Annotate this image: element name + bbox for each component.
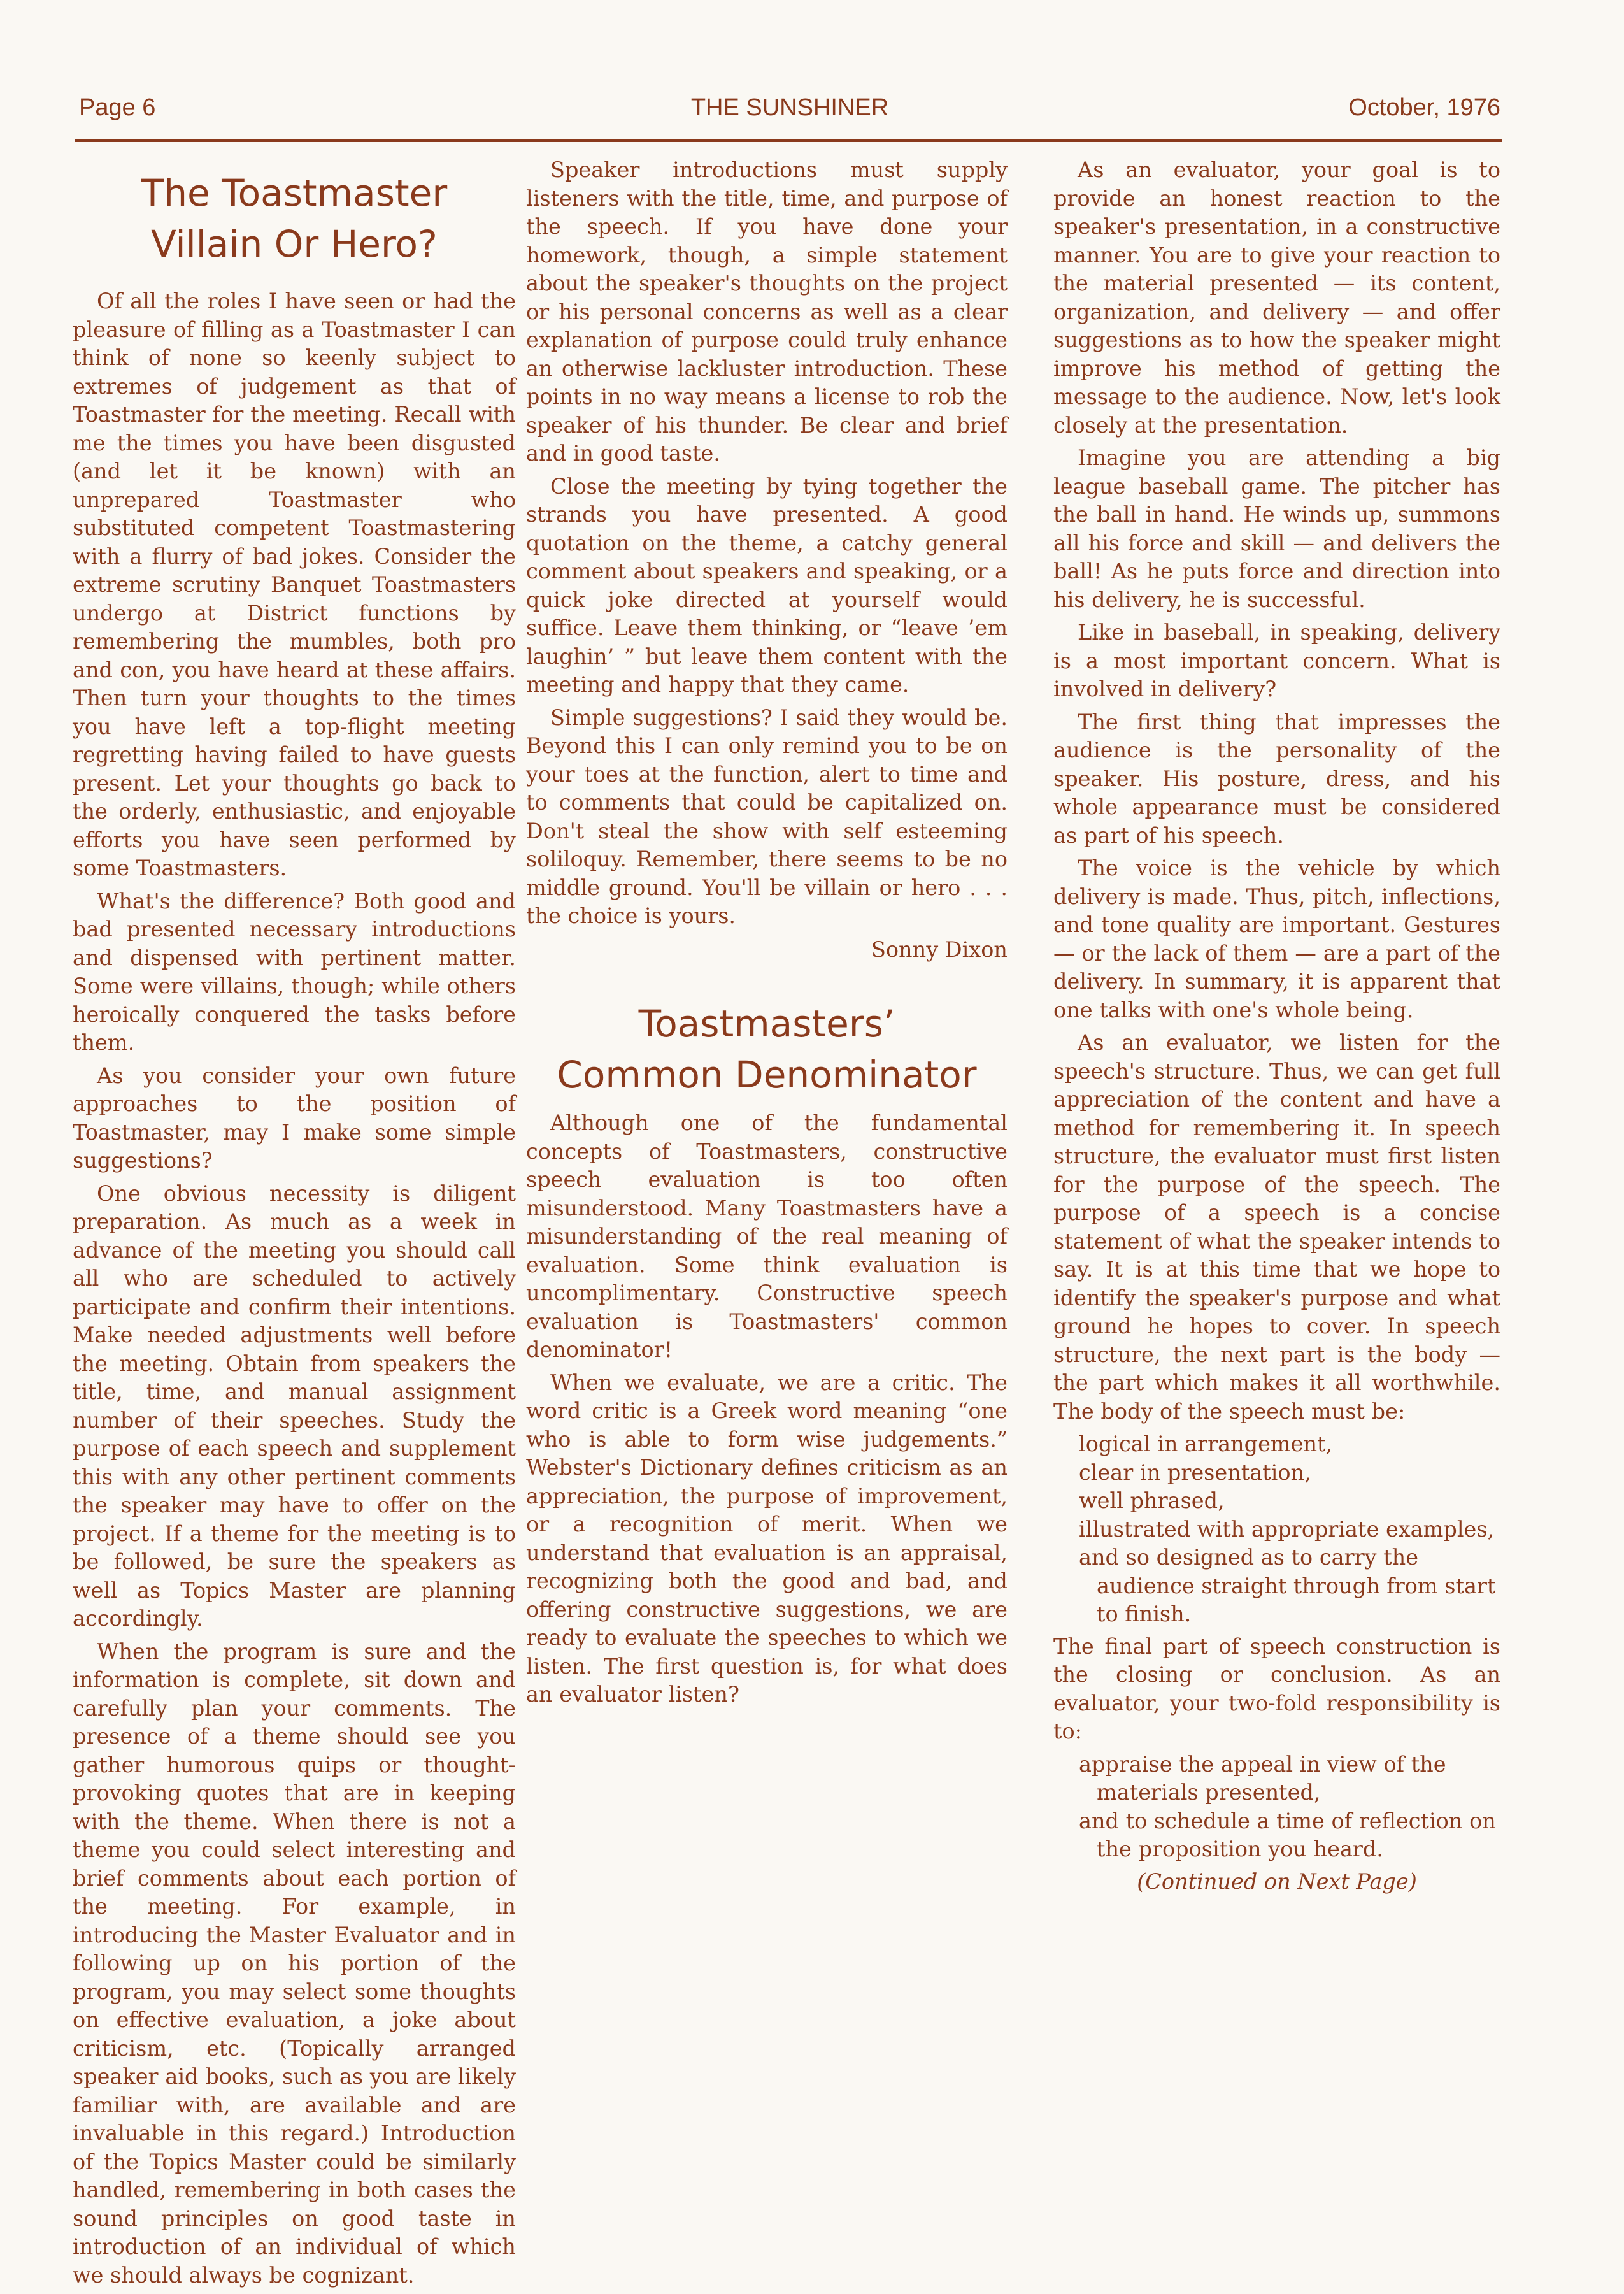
article2-title-line1: Toastmasters’ bbox=[638, 1002, 895, 1045]
list-item: and to schedule a time of reflection on the proposition you heard. bbox=[1079, 1808, 1496, 1861]
article1-title bbox=[73, 168, 516, 269]
article1-paragraph: Close the meeting by tying together the strands you have presented. A good quotation on the theme, a catchy general comment about speakers and speaking, or a quick joke directed at yourself would suffice. Leave them thinking, or “leave ’em laughin’ ” but leave them content with the meeting and happy that they came. bbox=[526, 473, 1008, 697]
page-header bbox=[79, 94, 1500, 133]
page-number: Page 6 bbox=[79, 94, 156, 121]
article1-paragraph: Speaker introductions must supply listeners with the title, time, and purpose of the speech. If you have done your homework, though, a simple statement about the speaker's thoughts on the project or his personal concerns as well as a clear explanation of purpose could truly enhance an otherwise lackluster introduction. These points in no way means a license to rob the speaker of his thunder. Be clear and brief and in good taste. bbox=[526, 157, 1008, 466]
article1-paragraph: When the program is sure and the information is complete, sit down and carefully plan your comments. The presence of a theme should see you gather humorous quips or thought-provoking quotes that are in keeping with the theme. When there is not a theme you could select interesting and brief comments about each portion of the meeting. For example, in introducing the Master Evaluator and in following up on his portion of the program, you may select some thoughts on effective evaluation, a joke about criticism, etc. (Topically arranged speaker aid books, such as you are likely familiar with, are available and are invaluable in this regard.) Introduction of the Topics Master could be similarly handled, remembering in both cases the sound principles on good taste in introduction of an individual of which we should always be cognizant. bbox=[73, 1638, 516, 2288]
list-item: and so designed as to carry the audience straight through from start to finish. bbox=[1079, 1545, 1496, 1626]
article2-paragraph: As an evaluator, we listen for the speech's structure. Thus, we can get full appreciation of the content and have a method for remembering it. In speech structure, the evaluator must first listen for the purpose of the speech. The purpose of a speech is a concise statement of what the speaker intends to say. It is at this time that we hope to identify the speaker's purpose and what ground he hopes to cover. In speech structure, the next part is the body — the part which makes it all worthwhile. The body of the speech must be: bbox=[1053, 1030, 1500, 1424]
article2-paragraph: Like in baseball, in speaking, delivery is a most important concern. What is involved in delivery? bbox=[1053, 620, 1500, 701]
article2-paragraph: The final part of speech construction is the closing or conclusion. As an evaluator, your two-fold responsibility is to: bbox=[1053, 1633, 1500, 1744]
article1-paragraph: Of all the roles I have seen or had the pleasure of filling as a Toastmaster I can think of none so keenly subject to extremes of judgement as that of Toastmaster for the meeting. Recall with me the times you have been disgusted (and let it be known) with an unprepared Toastmaster who substituted competent Toastmastering with a flurry of bad jokes. Consider the extreme scrutiny Banquet Toastmasters undergo at District functions by remembering the mumbles, both pro and con, you have heard at these affairs. Then turn your thoughts to the times you have left a top-flight meeting regretting having failed to have guests present. Let your thoughts go back to the orderly, enthusiastic, and enjoyable efforts you have seen performed by some Toastmasters. bbox=[73, 289, 516, 880]
article1-paragraph: One obvious necessity is diligent preparation. As much as a week in advance of the meeting you should call all who are scheduled to actively participate and confirm their intentions. Make needed adjustments well before the meeting. Obtain from speakers the title, time, and manual assignment number of their speeches. Study the purpose of each speech and supplement this with any other pertinent comments the speaker may have to offer on the project. If a theme for the meeting is to be followed, be sure the speakers as well as Topics Master are planning accordingly. bbox=[73, 1180, 516, 1631]
article2-paragraph: When we evaluate, we are a critic. The word critic is a Greek word meaning “one who is able to form wise judgements.” Webster's Dictionary defines criticism as an appreciation, the purpose of improvement, or a recognition of merit. When we understand that evaluation is an appraisal, recognizing both the good and bad, and offering constructive suggestions, we are ready to evaluate the speeches to which we listen. The first question is, for what does an evaluator listen? bbox=[526, 1370, 1008, 1707]
masthead: THE SUNSHINER bbox=[690, 94, 889, 121]
article1-paragraph: What's the difference? Both good and bad presented necessary introductions and dispensed with pertinent matter. Some were villains, though; while others heroically conquered the tasks before them. bbox=[73, 888, 516, 1055]
article2-title-line2: Common Denominator bbox=[557, 1053, 977, 1096]
article1-paragraph: Simple suggestions? I said they would be. Beyond this I can only remind you to be on your toes at the function, alert to time and to comments that could be capitalized on. Don't steal the show with self esteeming soliloquy. Remember, there seems to be no middle ground. You'll be villain or hero . . . the choice is yours. bbox=[526, 705, 1008, 928]
list-item: logical in arrangement, bbox=[1079, 1431, 1333, 1456]
article2-paragraph: Imagine you are attending a big league baseball game. The pitcher has the ball in hand. He winds up, summons all his force and skill — and delivers the ball! As he puts force and direction into his delivery, he is successful. bbox=[1053, 445, 1500, 612]
article2-paragraph: The voice is the vehicle by which delivery is made. Thus, pitch, inflections, and tone quality are important. Gestures — or the lack of them — are a part of the delivery. In summary, it is apparent that one talks with one's whole being. bbox=[1053, 856, 1500, 1022]
article1-title-line2: Villain Or Hero? bbox=[151, 222, 438, 266]
issue-date: October, 1976 bbox=[1348, 94, 1500, 121]
list-item: clear in presentation, bbox=[1079, 1459, 1311, 1485]
list-item: appraise the appeal in view of the materials presented, bbox=[1079, 1751, 1446, 1805]
article1-author: Sonny Dixon bbox=[871, 936, 1008, 962]
list-item: illustrated with appropriate examples, bbox=[1079, 1516, 1495, 1542]
column-2 bbox=[526, 156, 1008, 1714]
article2-paragraph: The first thing that impresses the audience is the personality of the speaker. His posture, dress, and his whole appearance must be considered as part of his speech. bbox=[1053, 709, 1500, 848]
article2-paragraph: Although one of the fundamental concepts of Toastmasters, constructive speech evaluation is too often misunderstood. Many Toastmasters have a misunderstanding of the real meaning of evaluation. Some think evaluation is uncomplimentary. Constructive speech evaluation is Toastmasters' common denominator! bbox=[526, 1110, 1008, 1362]
speech-body-list bbox=[1053, 1430, 1500, 1629]
column-3 bbox=[1053, 156, 1500, 1896]
list-item: well phrased, bbox=[1079, 1488, 1225, 1513]
column-1 bbox=[73, 156, 516, 2294]
article2-title bbox=[526, 998, 1008, 1100]
continued-note: (Continued on Next Page) bbox=[1137, 1868, 1417, 1894]
article1-paragraph: As you consider your own future approaches to the position of Toastmaster, may I make some simple suggestions? bbox=[73, 1063, 516, 1173]
article2-paragraph: As an evaluator, your goal is to provide an honest reaction to the speaker's presentation, in a constructive manner. You are to give your reaction to the material presented — its content, organization, and delivery — and offer suggestions as to how the speaker might improve his method of getting the message to the audience. Now, let's look closely at the presentation. bbox=[1053, 157, 1500, 438]
header-rule bbox=[75, 139, 1502, 142]
closing-list bbox=[1053, 1751, 1500, 1864]
article1-title-line1: The Toastmaster bbox=[141, 171, 448, 215]
